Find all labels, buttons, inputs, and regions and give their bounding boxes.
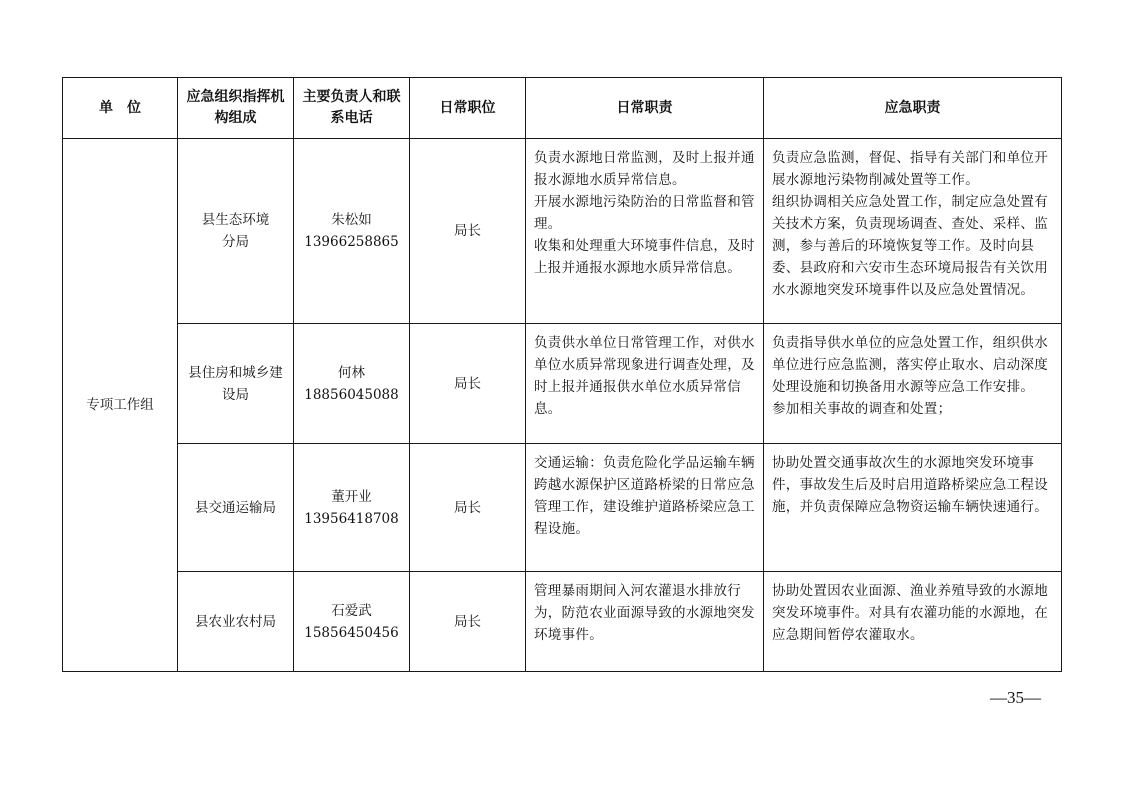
emergency-duty-text: 协助处置因农业面源、渔业养殖导致的水源地突发环境事件。对具有农灌功能的水源地，在应急期间暂停农灌取水。: [772, 583, 1048, 643]
emergency-duties-cell: [764, 444, 1062, 572]
daily-duty-text: 收集和处理重大环境事件信息，及时上报并通报水源地水质异常信息。: [534, 238, 755, 276]
daily-duty-text: 交通运输：负责危险化学品运输车辆跨越水源保护区道路桥梁的日常应急管理工作，建设维护道路桥梁应急工程设施。: [534, 455, 755, 537]
contact-cell: [294, 324, 410, 444]
table-row: [63, 444, 1062, 572]
table-row: [63, 139, 1062, 324]
page-number: —35—: [990, 688, 1041, 707]
daily-duties-cell: [526, 139, 764, 324]
emergency-duties-cell: [764, 324, 1062, 444]
contact-cell: [294, 139, 410, 324]
emergency-duty-text: 参加相关事故的调查和处置；: [772, 401, 952, 417]
org-cell: 县住房和城乡建设局: [178, 324, 294, 444]
contact-cell: [294, 444, 410, 572]
table-row: [63, 572, 1062, 672]
contact-name: 朱松如: [331, 212, 372, 228]
header-org-composition: 应急组织指挥机构组成: [178, 78, 294, 139]
emergency-duty-text: 组织协调相关应急处置工作，制定应急处置有关技术方案，负责现场调查、查处、采样、监测，参与善后的环境恢复等工作。及时向县委、县政府和六安市生态环境局报告有关饮用水水源地突发环境事件以及应急处置情况。: [772, 194, 1048, 298]
table-row: [63, 324, 1062, 444]
daily-duties-cell: [526, 444, 764, 572]
header-leader-contact: 主要负责人和联系电话: [294, 78, 410, 139]
daily-duties-cell: [526, 572, 764, 672]
org-cell: 县生态环境分局: [178, 139, 294, 324]
unit-cell: 专项工作组: [63, 139, 178, 672]
contact-phone: 13966258865: [304, 234, 399, 250]
responsibility-table: [62, 77, 1062, 672]
daily-duty-text: 管理暴雨期间入河农灌退水排放行为，防范农业面源导致的水源地突发环境事件。: [534, 583, 755, 643]
position-cell: 局长: [410, 139, 526, 324]
daily-duty-text: 负责供水单位日常管理工作，对供水单位水质异常现象进行调查处理，及时上报并通报供水单位水质异常信息。: [534, 335, 755, 417]
header-emergency-duties: 应急职责: [764, 78, 1062, 139]
contact-phone: 18856045088: [304, 386, 399, 403]
daily-duty-text: 负责水源地日常监测，及时上报并通报水源地水质异常信息。: [534, 150, 755, 188]
emergency-duty-text: 负责指导供水单位的应急处置工作，组织供水单位进行应急监测，落实停止取水、启动深度处理设施和切换备用水源等应急工作安排。: [772, 335, 1048, 395]
position-cell: 局长: [410, 572, 526, 672]
contact-phone: 15856450456: [304, 624, 399, 641]
org-cell: 县农业农村局: [178, 572, 294, 672]
position-cell: 局长: [410, 444, 526, 572]
contact-name: 何林: [338, 364, 365, 381]
contact-cell: [294, 572, 410, 672]
header-daily-duties: 日常职责: [526, 78, 764, 139]
header-daily-position: 日常职位: [410, 78, 526, 139]
emergency-duties-cell: [764, 572, 1062, 672]
contact-phone: 13956418708: [304, 510, 399, 527]
emergency-duty-text: 负责应急监测，督促、指导有关部门和单位开展水源地污染物削减处置等工作。: [772, 150, 1048, 188]
table-header-row: [63, 78, 1062, 139]
daily-duty-text: 开展水源地污染防治的日常监督和管理。: [534, 194, 755, 232]
emergency-duty-text: 协助处置交通事故次生的水源地突发环境事件，事故发生后及时启用道路桥梁应急工程设施，并负责保障应急物资运输车辆快速通行。: [772, 455, 1048, 515]
emergency-duties-cell: [764, 139, 1062, 324]
org-cell: 县交通运输局: [178, 444, 294, 572]
daily-duties-cell: [526, 324, 764, 444]
contact-name: 石爱武: [331, 602, 372, 619]
header-unit: 单 位: [63, 78, 178, 139]
position-cell: 局长: [410, 324, 526, 444]
contact-name: 董开业: [331, 488, 372, 505]
